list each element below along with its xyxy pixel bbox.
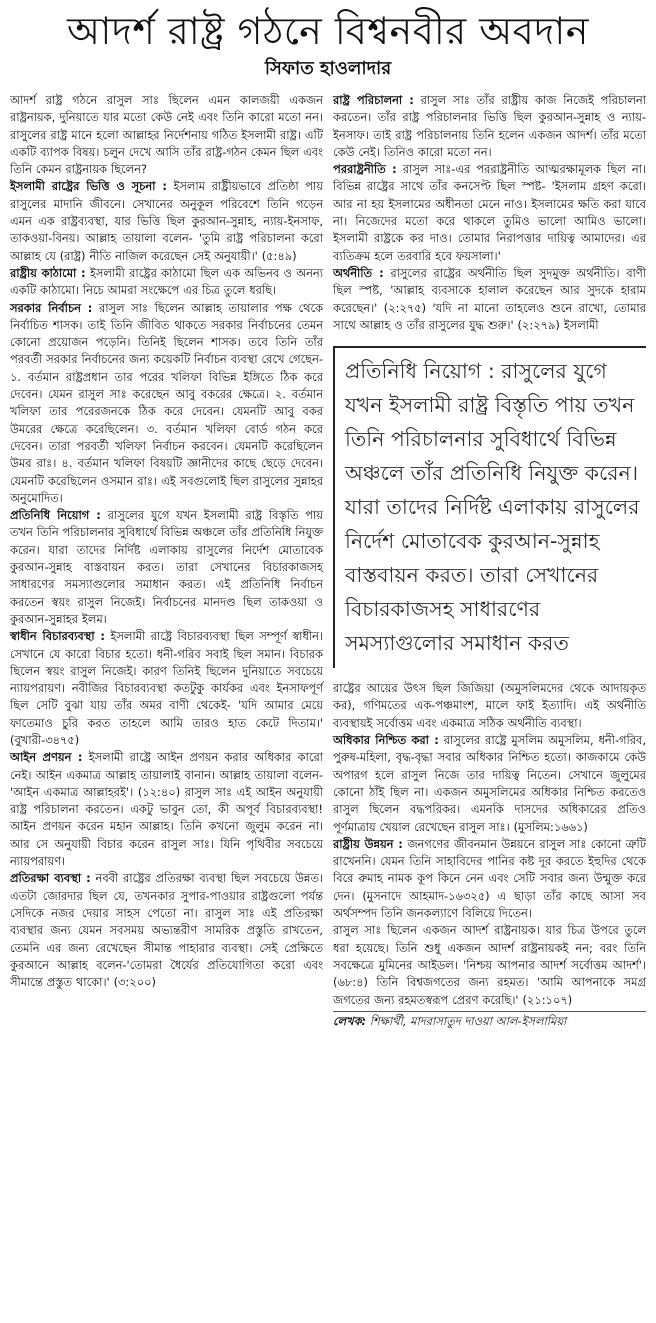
section-heading: সরকার নির্বাচন : [10,300,93,315]
delegate-paragraph: প্রতিনিধি নিয়োগ : রাসুলের যুগে যখন ইসলামী রাষ্ট্র বিস্তৃতি পায় তখন তিনি পরিচালনার সুবিধার্থে বিভিন্ন অঞ্চলে তাঁর প্রতিনিধি নিযুক্ত করেন। যারা তাদের নির্দিষ্ট এলাকায় রাসুলের নির্দেশ মোতাবেক কুরআন-সুন্নাহ বাস্তবায়ন করত। তারা সেখানের বিচারকাজসহ সাধারণের সমস্যাগুলোর সমাধান করত। এই প্রতিনিধি নির্বাচন করতেন স্বয়ং রাসুল নিজেই। নির্বাচনের মানদণ্ড ছিল তাকওয়া ও কুরআন-সুন্নাহর ইলম। [10,508,324,626]
rights-paragraph: অধিকার নিশ্চিত করা : রাসুলের রাষ্ট্রে মুসলিম অমুসলিম, ধনী-গরিব, পুরুষ-মহিলা, বৃদ্ধ-বৃদ্ধা সবার অধিকার নিশ্চিত হতো। কাজকামে কেউ অপারগ হলে রাসুল নিজে তার দায়িত্ব নিতেন। সেখানে জুলুমের কোনো ঠাঁই ছিল না। একজন অমুসলিমের অধিকার নিশ্চিত করতেও রাসুল ছিলেন বদ্ধপরিকর। এমনকি দাসদের অধিকারের প্রতিও পূর্ণমাত্রায় খেয়াল রেখেছেন রাসুল সাঃ। (মুসলিম:১৬৬১) [333,733,647,834]
headline: আদর্শ রাষ্ট্র গঠনে বিশ্বনবীর অবদান [67,9,589,53]
section-heading: স্বাধীন বিচারব্যবস্থা : [10,629,105,644]
left-column [10,92,323,1030]
defense-paragraph: প্রতিরক্ষা ব্যবস্থা : নববী রাষ্ট্রের প্রতিরক্ষা ব্যবস্থা ছিল সবচেয়ে উন্নত। এতটা জোরদার ছিল যে, তখনকার সুপার-পাওয়ার রাষ্ট্রগুলো পর্যন্ত সেদিকে নজর দেয়ার সাহস পেতো না। রাসুল সাঃ এই প্রতিরক্ষা ব্যবস্থার জন্য যেমন সবসময় অভ্যন্তরীণ সামরিক প্রস্তুতি রাখতেন, তেমনি এর জন্য রেখেছেন সীমান্ত পাহারার ব্যবস্থা। সেই প্রেক্ষিতে কুরআনে আল্লাহ বলেন-'তোমরা ধৈর্যের প্রতিযোগিতা করো এবং সীমান্তে প্রস্তুত থাকো।' (৩:২০০) [10,871,324,990]
section-heading: প্রতিরক্ষা ব্যবস্থা : [10,871,91,886]
author-text: শিক্ষার্থী, মাদরাসাতুদ দাওয়া আল-ইসলামিয়া [369,1013,567,1028]
section-heading: অর্থনীতি : [333,265,384,280]
section-heading: আইন প্রণয়ন : [10,750,83,765]
section-heading: প্রতিনিধি নিয়োগ : [10,508,101,523]
intro-paragraph: আদর্শ রাষ্ট্র গঠনে রাসুল সাঃ ছিলেন এমন কালজয়ী একজন রাষ্ট্রনায়ক, দুনিয়াতে যার মতো কেউ নেই এবং তিনি কারো মতো নন। রাসুলের রাষ্ট্র মানে হলো আল্লাহর নির্দেশনায় গঠিত ইসলামী রাষ্ট্র। এটি একটি ব্যাপক বিষয়। চলুন দেখে আসি তাঁর রাষ্ট্র-গঠন কেমন ছিল এবং তিনি কেমন রাষ্ট্রনায়ক ছিলেন? [10,93,323,177]
economy-paragraph: অর্থনীতি : রাসুলের রাষ্ট্রের অর্থনীতি ছিল সুদমুক্ত অর্থনীতি। বাণী ছিল স্পষ্ট, 'আল্লাহ ব্যবসাকে হালাল করেছেন আর সুদকে হারাম করেছেন।' (২:২৭৫) 'যদি না মানো তাহলেও শুনে রাখো, তোমার সাথে আল্লাহ ও তাঁর রাসুলের যুদ্ধ শুরু।' (২:২৭৯) ইসলামী [333,265,646,332]
author-note [333,1011,646,1030]
author-label: লেখক: [333,1013,367,1028]
judiciary-paragraph: স্বাধীন বিচারব্যবস্থা : ইসলামী রাষ্ট্রে বিচারব্যবস্থা ছিল সম্পূর্ণ স্বাধীন। সেখানে যে কারো বিচার হতো। ধনী-গরিব সবাই ছিল সমান। বিচারক ছিলেন স্বয়ং রাসুল নিজেই। কারণ তিনিই ছিলেন দুনিয়াতে সবচেয়ে ন্যায়পরায়ণ। নবীজির বিচারব্যবস্থা কতটুকু কার্যকর এবং ইনসাফপূর্ণ ছিল সেটি বুঝা যায় তাঁর অমর বাণী থেকেই- 'যদি আমার মেয়ে ফাতেমাও চুরি করত তাহলে আমি তারও হাত কেটে দিতাম।' (বুখারী-৩৪৭৫) [10,629,324,747]
article-columns [10,92,646,1030]
byline: সিফাত হাওলাদার [264,58,392,79]
conclusion-paragraph: রাসুল সাঃ ছিলেন একজন আদর্শ রাষ্ট্রনায়ক। যার চিত্র উপরে তুলে ধরা হয়েছে। তিনি শুধু একজন আদর্শ রাষ্ট্রনায়কই নন; বরং তিনি সবক্ষেত্রে মুমিনের আইডল। 'নিশ্চয় আপনার আদর্শ সর্বোত্তম আদর্শ'। (৬৮:৪) তিনি বিশ্বজগতের জন্য রহমত। 'আমি আপনাকে সমগ্র জগতের জন্য রহমতস্বরূপ প্রেরণ করেছি।' (২১:১০৭) [333,923,646,1007]
economy-continued-paragraph: রাষ্ট্রের আয়ের উৎস ছিল জিজিয়া (অমুসলিমদের থেকে আদায়কৃত কর), গণিমতের এক-পঞ্চমাংশ, মালে ফাই ইত্যাদি। এই অর্থনীতি ব্যবস্থায়ই সর্বোত্তম এবং একমাত্র সঠিক অর্থনীতি ব্যবস্থা। [333,681,646,730]
section-heading: রাষ্ট্র পরিচালনা : [333,93,414,107]
section-heading: ইসলামী রাষ্ট্রের ভিত্তি ও সূচনা : [10,179,167,194]
right-column [333,92,646,1030]
foundation-paragraph: ইসলামী রাষ্ট্রের ভিত্তি ও সূচনা : ইসলাম রাষ্ট্রীয়ভাবে প্রতিষ্ঠা পায় রাসুলের মাদানি জীবনে। সেখানের অনুকূল পরিবেশে তিনি গড়েন এমন এক রাষ্ট্রব্যবস্থা, যার ভিত্তি ছিল কুরআন-সুন্নাহ, ন্যায়-ইনসাফ, তাকওয়া-বিনয়। আল্লাহ তায়ালা বলেন- 'তুমি রাষ্ট্র পরিচালনা করো আল্লাহ যে (রাষ্ট্র) নীতি নাজিল করেছেন সেই অনুযায়ী।' (৫:৪৯) [10,179,324,263]
law-paragraph: আইন প্রণয়ন : ইসলামী রাষ্ট্রে আইন প্রণয়ন করার অধিকার কারো নেই। আইন একমাত্র আল্লাহ তায়ালাই বানান। আল্লাহ তায়ালা বলেন-'আইন একমাত্র আল্লাহরই'। (১২:৪০) রাসুল সাঃ এই আইন অনুযায়ী রাষ্ট্র পরিচালনা করতেন। একটু ভাবুন তো, কী অপূর্ব বিচারব্যবস্থা! আইন প্রণয়ন করেন মহান আল্লাহ। তিনি কখনো জুলুম করেন না। আর সে অনুযায়ী বিচার করেন রাসুল সাঃ। যিনি পৃথিবীর সবচেয়ে ন্যায়পরায়ণ। [10,750,324,869]
structure-paragraph: রাষ্ট্রীয় কাঠামো : ইসলামী রাষ্ট্রের কাঠামো ছিল এক অভিনব ও অনন্য একটি কাঠামো। নিচে আমরা সংক্ষেপে এর চিত্র তুলে ধরছি। [10,265,324,298]
election-paragraph: সরকার নির্বাচন : রাসুল সাঃ ছিলেন আল্লাহ তায়ালার পক্ষ থেকে নির্বাচিত শাসক। তাই তিনি জীবিত থাকতে সরকার নির্বাচনের তেমন কোনো প্রয়োজন পড়েনি। তিনিই ছিলেন শাসক। তবে তিনি তাঁর পরবর্তী সরকার নির্বাচনের জন্য কয়েকটি নির্বাচন ব্যবস্থা রেখে গেছেন- ১. বর্তমান রাষ্ট্রপ্রধান তার পরের খলিফা বিভিন্ন ইঙ্গিতে ঠিক করে দেবেন। যেমন রাসুল সাঃ করেছেন আবু বকরের ক্ষেত্রে। ২. বর্তমান খলিফা তার পরেরজনকে ঠিক করে দেবেন। যেমনটি আবু বকর উমরের ক্ষেত্রে করেছিলেন। ৩. বর্তমান খলিফা বোর্ড গঠন করে দেবেন। তারা পরবর্তী খলিফা নির্বাচন করবেন। যেমনটি করেছিলেন উমর রাঃ। ৪. বর্তমান খলিফা বিষয়টি জ্ঞানীদের কাছে ছেড়ে দেবেন। যেমনটি করেছিলেন ওসমান রাঃ। এই সবগুলোই ছিল রাসুলের সুন্নাহর অনুমোদিত। [10,300,323,505]
section-heading: রাষ্ট্রীয় উন্নয়ন : [333,836,403,851]
section-heading: অধিকার নিশ্চিত করা : [333,733,439,748]
admin-paragraph: রাষ্ট্র পরিচালনা : রাসুল সাঃ তাঁর রাষ্ট্রীয় কাজ নিজেই পরিচালনা করতেন। তাঁর রাষ্ট্র পরিচালনার ভিত্তি ছিল কুরআন-সুন্নাহ ও ন্যায়-ইনসাফ। তাই রাষ্ট্র পরিচালনায় তিনি হলেন একজন আদর্শ। তাঁর মতো কেউ নেই। তিনিও কারো মতো নন। [333,93,646,159]
section-heading: রাষ্ট্রীয় কাঠামো : [10,265,86,280]
pull-quote: প্রতিনিধি নিয়োগ : রাসুলের যুগে যখন ইসলামী রাষ্ট্র বিস্তৃতি পায় তখন তিনি পরিচালনার সুবিধার্থে বিভিন্ন অঞ্চলে তাঁর প্রতিনিধি নিযুক্ত করেন। যারা তাদের নির্দিষ্ট এলাকায় রাসুলের নির্দেশ মোতাবেক কুরআন-সুন্নাহ বাস্তবায়ন করত। তারা সেখানের বিচারকাজসহ সাধারণের সমস্যাগুলোর সমাধান করত [333,346,646,668]
section-heading: পররাষ্ট্রনীতি : [333,162,397,177]
foreign-policy-paragraph: পররাষ্ট্রনীতি : রাসুল সাঃ-এর পররাষ্ট্রনীতি আত্মরক্ষামূলক ছিল না। বিভিন্ন রাষ্ট্রের সাথে তাঁর কনসেপ্ট ছিল স্পষ্ট- 'ইসলাম গ্রহণ করো। আর না হয় ইসলামের অধীনতা মেনে নাও। ইসলামের ক্ষতি করা যাবে না। নিজেদের মতো করে থাকলে তুমিও ভালো আমিও ভালো। ইসলামী রাষ্ট্রকে কর দাও। তোমার নিরাপত্তার দায়িত্ব আমাদের। এর ব্যতিক্রম হলে তরবারি হবে ফয়সালা।' [333,162,646,263]
development-paragraph: রাষ্ট্রীয় উন্নয়ন : জনগণের জীবনমান উন্নয়নে রাসুল সাঃ কোনো ত্রুটি রাখেননি। যেমন তিনি সাহাবিদের পানির কষ্ট দূর করতে ইহুদির থেকে বিরে রুমাহ নামক কূপ কিনে নেন এবং সেটি সবার জন্য উন্মুক্ত করে দেন। (মুসনাদে আহমাদ-১৬৩২৫) এ ছাড়া তাঁর কাছে আসা সব অর্থসম্পদ তিনি জনকল্যাণে বিলিয়ে দিতেন। [333,836,646,921]
